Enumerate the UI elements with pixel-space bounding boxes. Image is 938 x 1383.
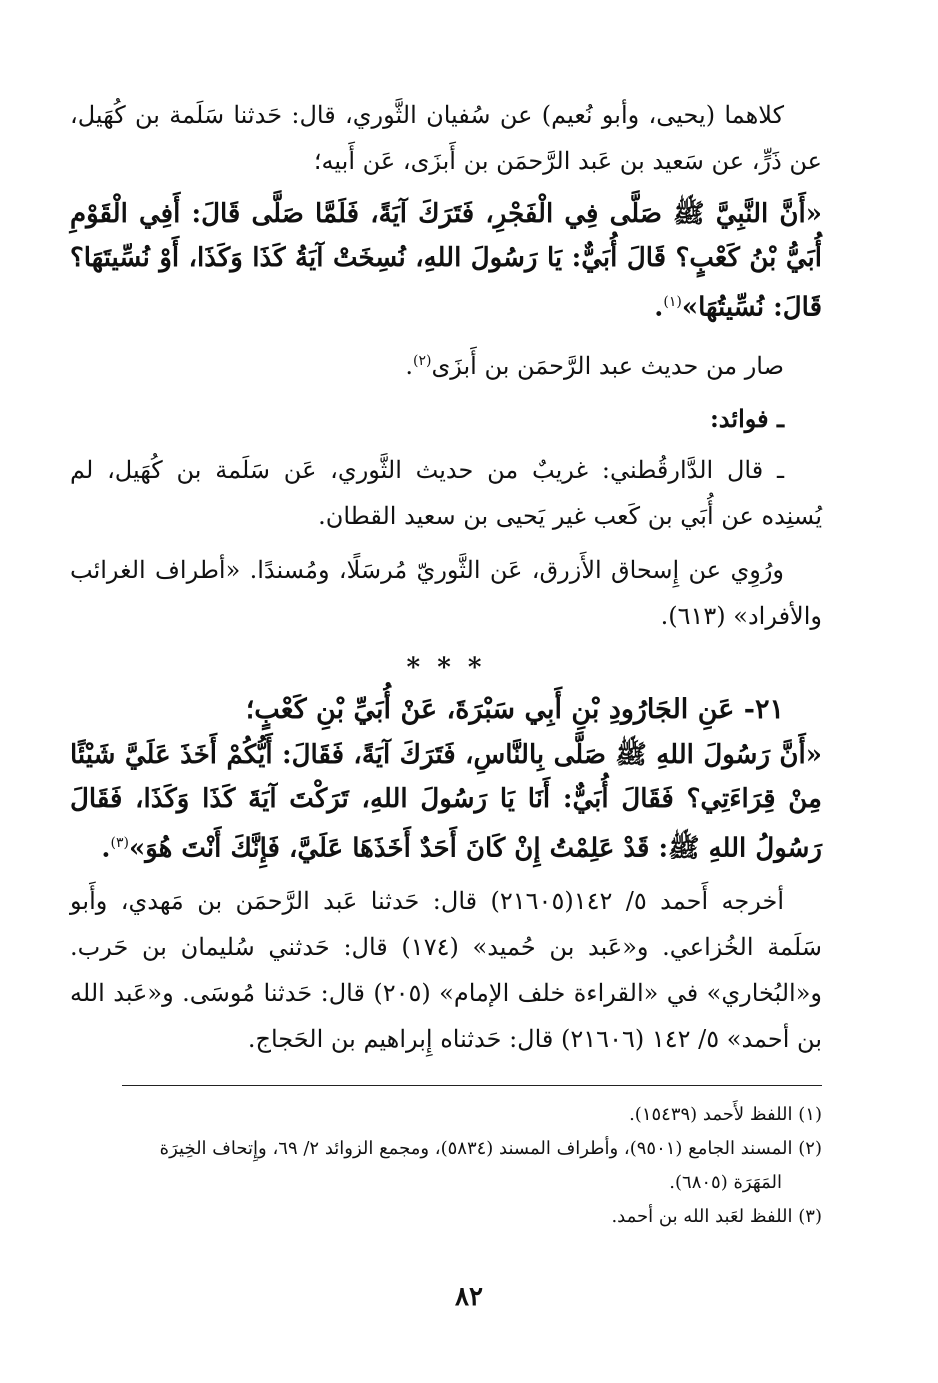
footnote-2-continuation: المَهَرَة (٦٨٠٥).	[669, 1172, 782, 1193]
hadith-text-1: «أَنَّ النَّبِيَّ ﷺ صَلَّى فِي الْفَجْرِ، فَتَرَكَ آيَةً، فَلَمَّا صَلَّى قَالَ: أَفِي الْقَوْمِ أُبَيُّ بْنُ كَعْبٍ؟ قَالَ أُبَيٌّ: يَا رَسُولَ اللهِ، نُسِخَتْ آيَةُ كَذَا وَكَذَا، أَوْ نُسِّيتَهَا؟ قَالَ: نُسِّيتُهَا»$^{(١)}$.	[70, 199, 822, 323]
chain-paragraph	[70, 92, 822, 184]
footnote-1-text: اللفظ لأَحمد (١٥٤٣٩).	[629, 1104, 793, 1125]
footnote-2-number: (٢)	[798, 1138, 822, 1159]
hadith-21-text: «أَنَّ رَسُولَ اللهِ ﷺ صَلَّى بِالنَّاسِ، فَتَرَكَ آيَةً، فَقَالَ: أَيُّكُمْ أَخَذَ عَلَيَّ شَيْئًا مِنْ قِرَاءَتِي؟ فَقَالَ أُبَيٌّ: أَنَا يَا رَسُولَ اللهِ، تَرَكْتَ آيَةَ كَذَا وَكَذَا، فَقَالَ رَسُولُ اللهِ ﷺ: قَدْ عَلِمْتُ إِنْ كَانَ أَحَدٌ أَخَذَهَا عَلَيَّ، فَإِنَّكَ أَنْتَ هُوَ»	[70, 739, 822, 864]
hadith-1-text: «أَنَّ النَّبِيَّ ﷺ صَلَّى فِي الْفَجْرِ، فَتَرَكَ آيَةً، فَلَمَّا صَلَّى قَالَ: أَفِي الْقَوْمِ أُبَيُّ بْنُ كَعْبٍ؟ قَالَ أُبَيٌّ: يَا رَسُولَ اللهِ، نُسِخَتْ آيَةُ كَذَا وَكَذَا، أَوْ نُسِّيتَهَا؟ قَالَ: نُسِّيتُهَا»	[70, 199, 822, 323]
daraqutni-paragraph: ـ قال الدَّارقُطني: غريبٌ من حديث الثَّوري، عَن سَلَمة بن كُهَيل، لم يُسنِده عن أُبَي بن كَعب غير يَحيى بن سعيد القطان.	[70, 455, 822, 530]
hadith-text-21: «أَنَّ رَسُولَ اللهِ ﷺ صَلَّى بِالنَّاسِ، فَتَرَكَ آيَةً، فَقَالَ: أَيُّكُمْ أَخَذَ عَلَيَّ شَيْئًا مِنْ قِرَاءَتِي؟ فَقَالَ أُبَيٌّ: أَنَا يَا رَسُولَ اللهِ، تَرَكْتَ آيَةَ كَذَا وَكَذَا، فَقَالَ رَسُولُ اللهِ ﷺ: قَدْ عَلِمْتُ إِنْ كَانَ أَحَدٌ أَخَذَهَا عَلَيَّ، فَإِنَّكَ أَنْتَ هُوَ»$^{(٣)}$.	[70, 739, 822, 864]
chain-text: كلاهما (يحيى، وأبو نُعيم) عن سُفيان الثَّوري، قال: حَدثنا سَلَمة بن كُهَيل، عن ذَرٍّ، عن سَعيد بن عَبد الرَّحمَن بن أَبزَى، عَن أَبيه؛	[70, 101, 822, 175]
footnote-1-number: (١)	[798, 1104, 822, 1125]
footnote-2-text: المسند الجامع (٩٥٠١)، وأطراف المسند (٥٨٣٤)، ومجمع الزوائد ٢/ ٦٩، وإِتحاف الخِيرَة	[159, 1138, 793, 1159]
page-number: ٨٢	[455, 1282, 483, 1312]
hadith-21-heading: ٢١- عَنِ الجَارُودِ بْنِ أَبِي سَبْرَةَ، عَنْ أُبَيِّ بْنِ كَعْبٍ؛	[245, 693, 784, 725]
footnote-3-number: (٣)	[798, 1206, 822, 1227]
footnote-1	[70, 1098, 822, 1132]
footnote-3	[70, 1200, 822, 1234]
footnote-2	[70, 1132, 822, 1200]
footnote-divider	[122, 1085, 822, 1086]
footnotes	[70, 1098, 822, 1234]
footnote-3-text: اللفظ لعَبد الله بن أحمد.	[611, 1206, 793, 1227]
riwaya-paragraph: ورُوِي عن إِسحاق الأَزرق، عَن الثَّوريّ مُرسَلًا، ومُسندًا. «أطراف الغرائب والأفراد» (٦١٣).	[70, 555, 822, 630]
section-separator: * * *	[406, 652, 486, 683]
page-body	[70, 92, 822, 1070]
fawaid-heading: ـ فوائد:	[709, 403, 784, 433]
footnote-ref-3: (٣)	[110, 834, 129, 851]
source-text: صار من حديث عبد الرَّحمَن بن أَبزَى	[431, 351, 784, 380]
takhrij-paragraph: أخرجه أَحمد ٥/ ١٤٢(٢١٦٠٥) قال: حَدثنا عَبد الرَّحمَن بن مَهدي، وأَبو سَلَمة الخُزاعي. و«عَبد بن حُميد» (١٧٤) قال: حَدثني سُليمان بن حَرب. و«البُخاري» في «القراءة خلف الإمام» (٢٠٥) قال: حَدثنا مُوسَى. و«عَبد الله بن أحمد» ٥/ ١٤٢ (٢١٦٠٦) قال: حَدثناه إِبراهيم بن الحَجاج.	[70, 887, 822, 1054]
footnote-ref-2: (٢)	[412, 352, 432, 369]
source-paragraph: صار من حديث عبد الرَّحمَن بن أَبزَى$^{(٢)}$.	[405, 351, 784, 380]
footnote-ref-1: (١)	[663, 294, 682, 310]
